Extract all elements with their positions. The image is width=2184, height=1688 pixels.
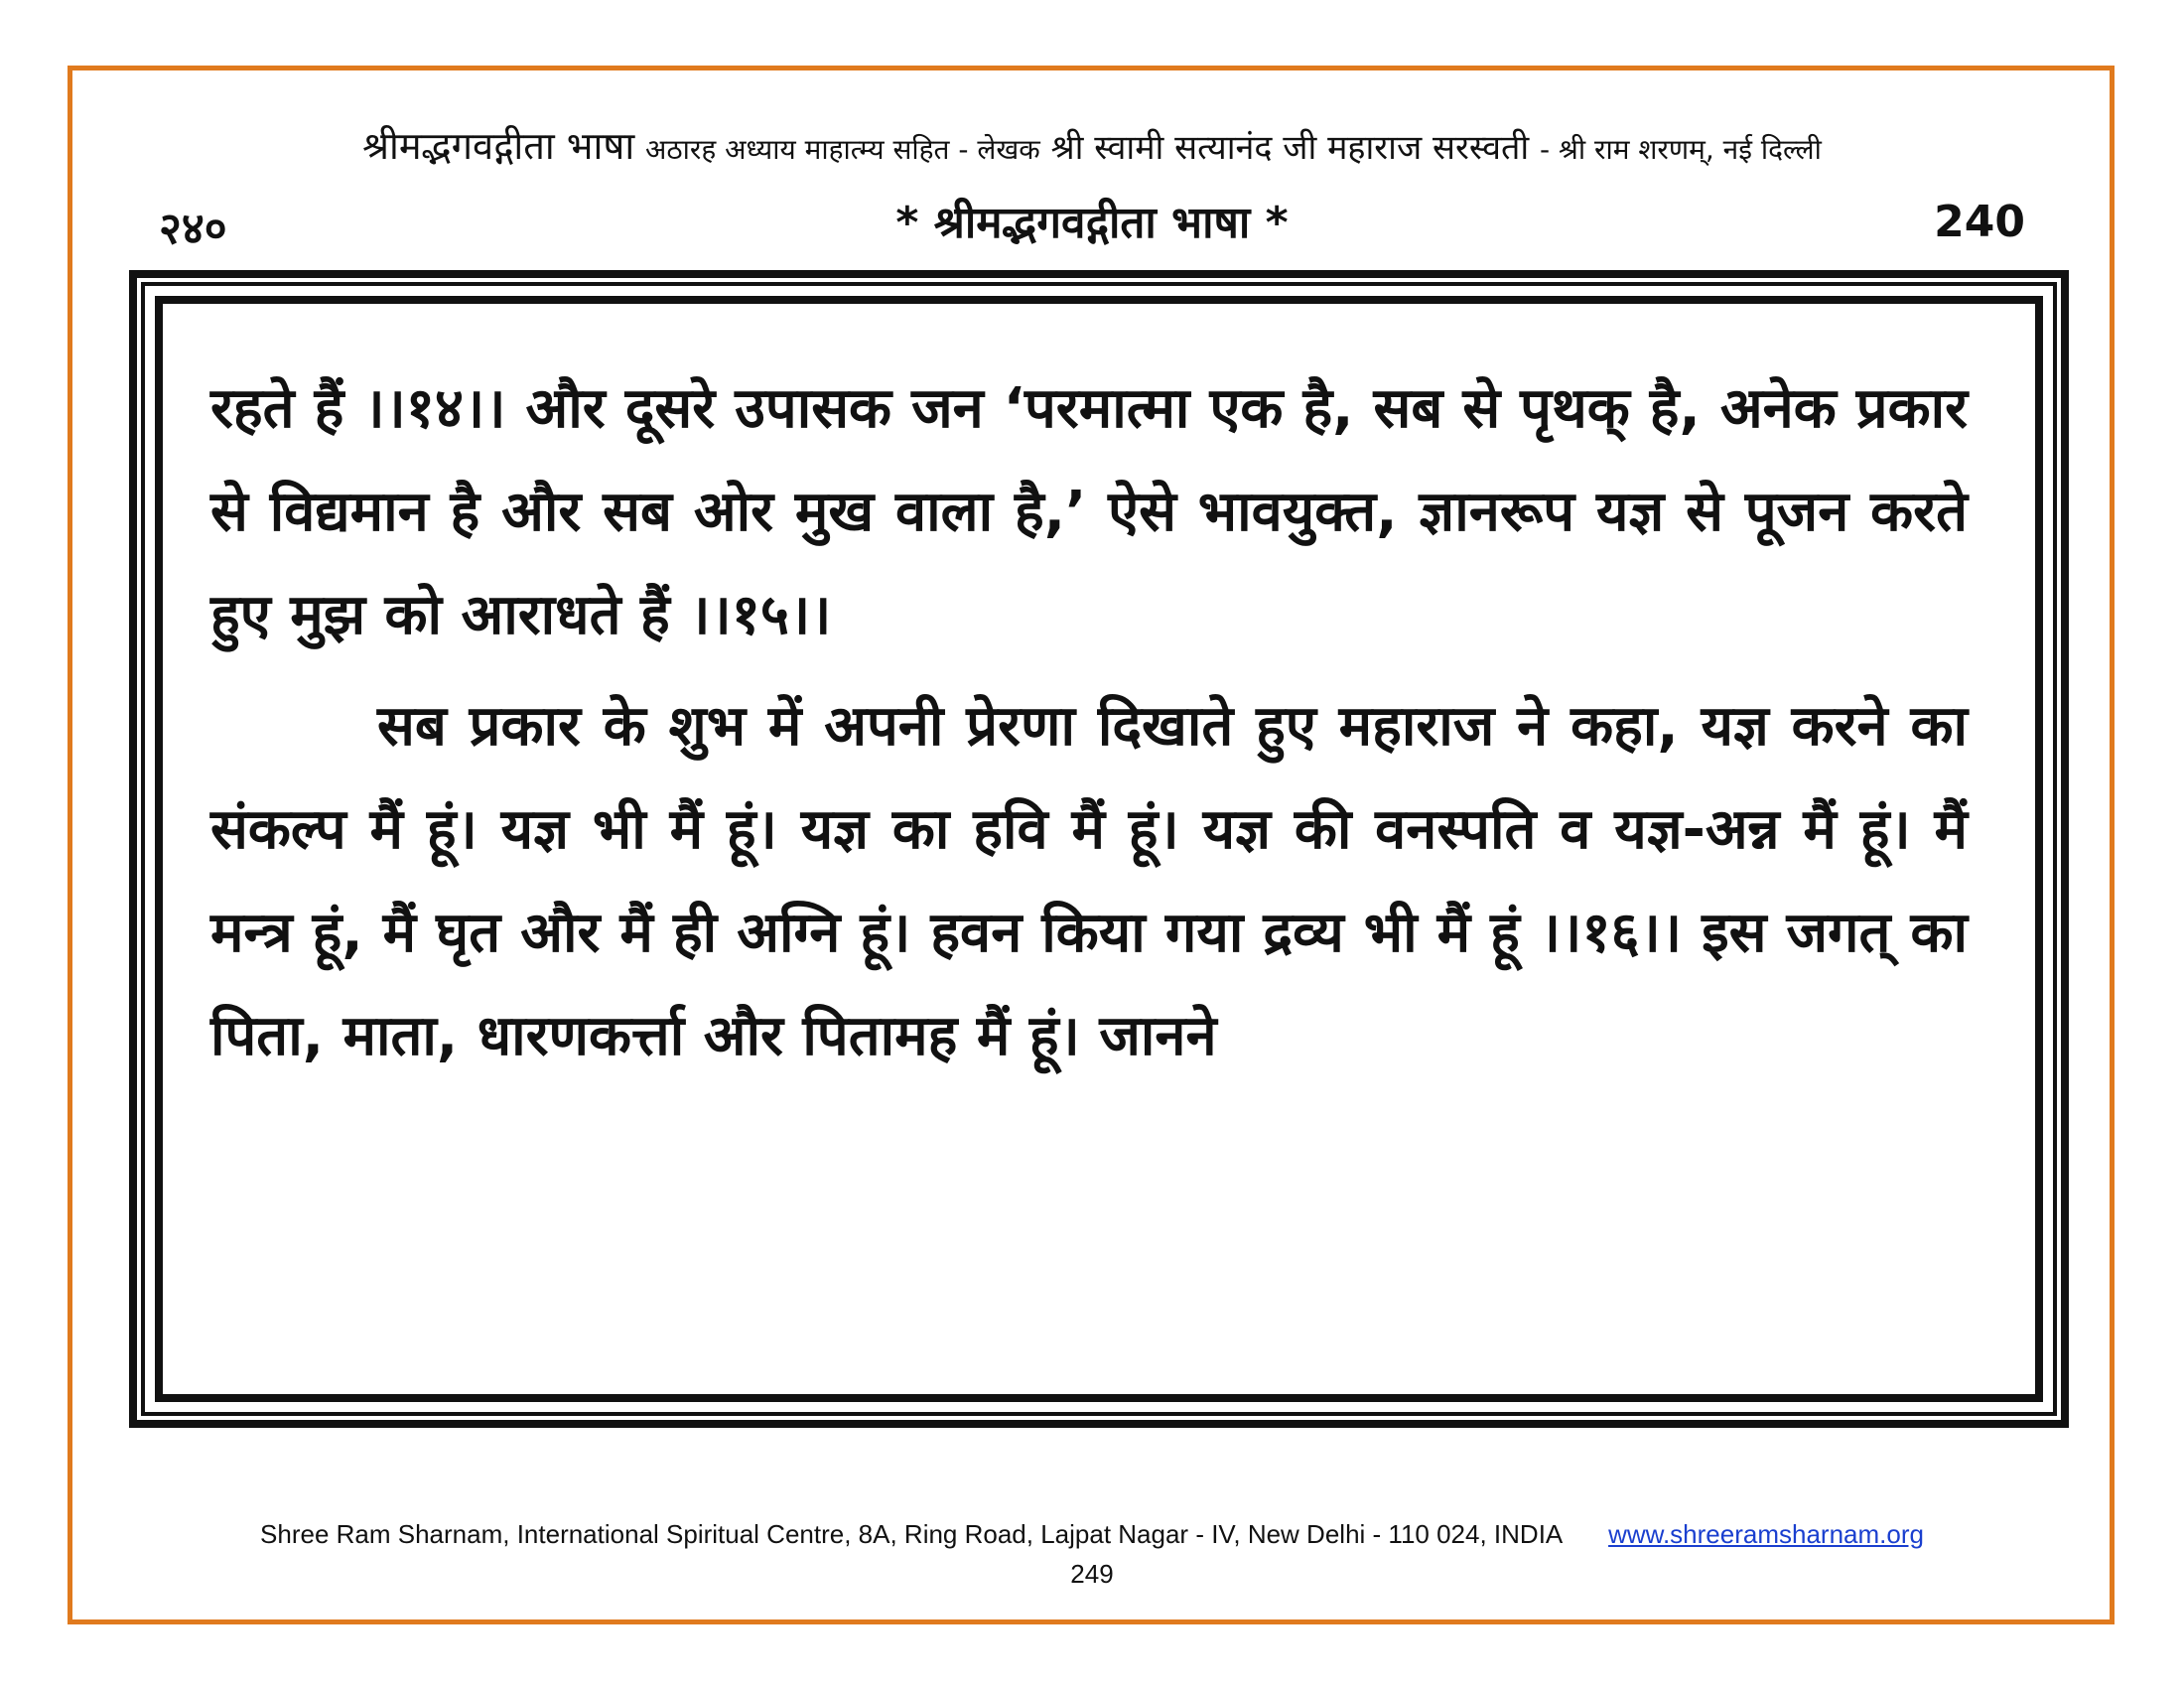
title-subtitle: अठारह अध्याय माहात्म्य सहित - लेखक bbox=[644, 133, 1040, 166]
document-title bbox=[0, 119, 2184, 171]
footer bbox=[0, 1519, 2184, 1550]
title-publisher: - श्री राम शरणम्, नई दिल्ली bbox=[1540, 133, 1822, 166]
title-main: श्रीमद्भगवद्गीता भाषा bbox=[362, 124, 635, 168]
footer-address: Shree Ram Sharnam, International Spiritual Centre, 8A, Ring Road, Lajpat Nagar - IV, New Delhi - 110 024, INDIA bbox=[260, 1519, 1562, 1549]
paragraph-1: रहते हैं ।।१४।। और दूसरे उपासक जन ‘परमात्मा एक है, सब से पृथक् है, अनेक प्रकार से विद्यमान है और सब ओर मुख वाला है,’ ऐसे भावयुक्त, ज्ञानरूप यज्ञ से पूजन करते हुए मुझ को आराधते हैं ।।१५।। bbox=[210, 376, 1968, 647]
footer-page-number: 249 bbox=[1070, 1559, 1114, 1589]
running-head bbox=[0, 191, 2184, 254]
page-number-arabic: 240 bbox=[1934, 197, 2025, 247]
website-link[interactable]: www.shreeramsharnam.org bbox=[1608, 1519, 1924, 1549]
page-number-devanagari: २४० bbox=[159, 204, 227, 254]
running-title: * श्रीमद्भगवद्गीता भाषा * bbox=[895, 198, 1289, 248]
title-author: श्री स्वामी सत्यानंद जी महाराज सरस्वती bbox=[1050, 128, 1530, 168]
scripture-text bbox=[210, 357, 1968, 1088]
paragraph-2: सब प्रकार के शुभ में अपनी प्रेरणा दिखाते हुए महाराज ने कहा, यज्ञ करने का संकल्प मैं हूं। यज्ञ भी मैं हूं। यज्ञ का हवि मैं हूं। यज्ञ की वनस्पति व यज्ञ-अन्न मैं हूं। मैं मन्त्र हूं, मैं घृत और मैं ही अग्नि हूं। हवन किया गया द्रव्य भी मैं हूं ।।१६।। इस जगत् का पिता, माता, धारणकर्त्ता और पितामह मैं हूं। जानने bbox=[210, 694, 1968, 1068]
